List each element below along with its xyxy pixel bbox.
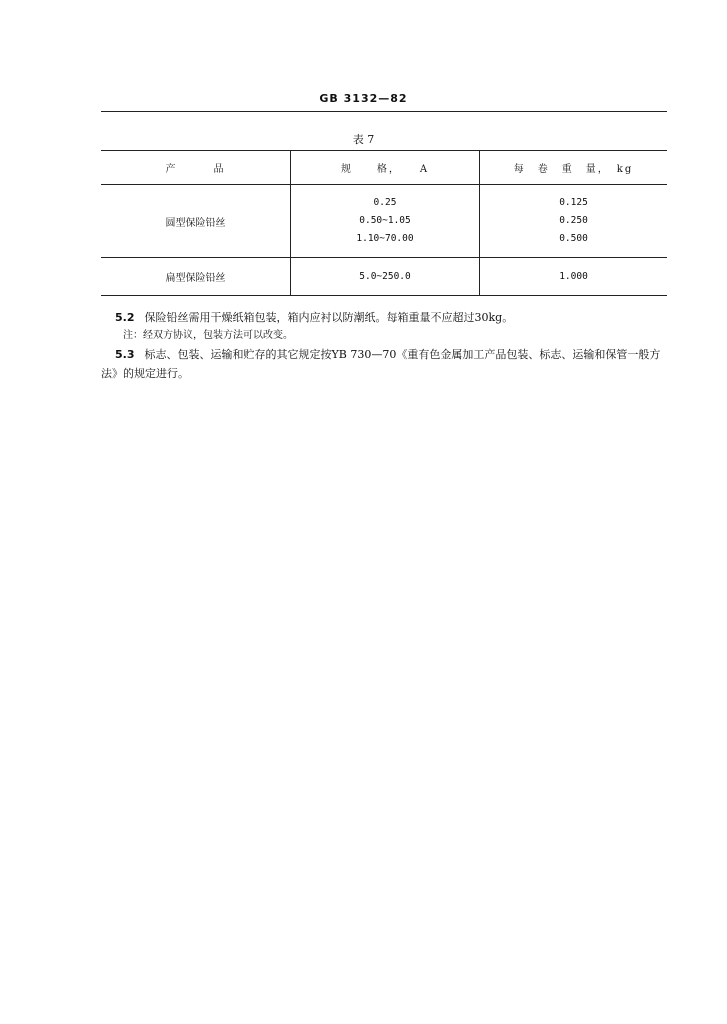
weight-value: 0.500 bbox=[559, 233, 588, 244]
section-5-3 bbox=[101, 345, 667, 383]
header-spec: 规 格， A bbox=[291, 151, 480, 185]
header-rule bbox=[101, 111, 667, 112]
weight-cell bbox=[480, 185, 668, 258]
table-header-row bbox=[101, 151, 667, 185]
spec-value: 5.0~250.0 bbox=[359, 270, 411, 282]
product-cell: 扁型保险铅丝 bbox=[101, 258, 291, 296]
spec-value: 0.50~1.05 bbox=[359, 215, 411, 226]
spec-value: 1.10~70.00 bbox=[356, 233, 414, 244]
section-note: 注：经双方协议，包装方法可以改变。 bbox=[123, 330, 293, 341]
section-number: 5.2 bbox=[115, 311, 135, 324]
weight-value: 0.250 bbox=[559, 215, 588, 226]
table-row bbox=[101, 185, 667, 258]
weight-value: 0.125 bbox=[559, 197, 588, 208]
section-text: 标志、包装、运输和贮存的其它规定按YB 730—70《重有色金属加工产品包装、标志、运输和保管一般方法》的规定进行。 bbox=[101, 348, 661, 380]
table-caption: 表 7 bbox=[352, 133, 375, 146]
section-5-2 bbox=[101, 308, 667, 327]
header-weight: 每 卷 重 量， kg bbox=[480, 151, 668, 185]
product-cell: 圆型保险铅丝 bbox=[101, 185, 291, 258]
weight-cell bbox=[480, 258, 668, 296]
table-row bbox=[101, 258, 667, 296]
standard-code-header: GB 3132—82 bbox=[319, 92, 408, 105]
spec-value: 0.25 bbox=[373, 197, 397, 208]
section-text: 保险铅丝需用干燥纸箱包装，箱内应衬以防潮纸。每箱重量不应超过30kg。 bbox=[144, 311, 514, 324]
section-number: 5.3 bbox=[115, 348, 135, 361]
weight-value: 1.000 bbox=[559, 270, 588, 282]
spec-table bbox=[101, 150, 667, 296]
spec-cell bbox=[291, 185, 480, 258]
spec-cell bbox=[291, 258, 480, 296]
header-product: 产 品 bbox=[101, 151, 291, 185]
